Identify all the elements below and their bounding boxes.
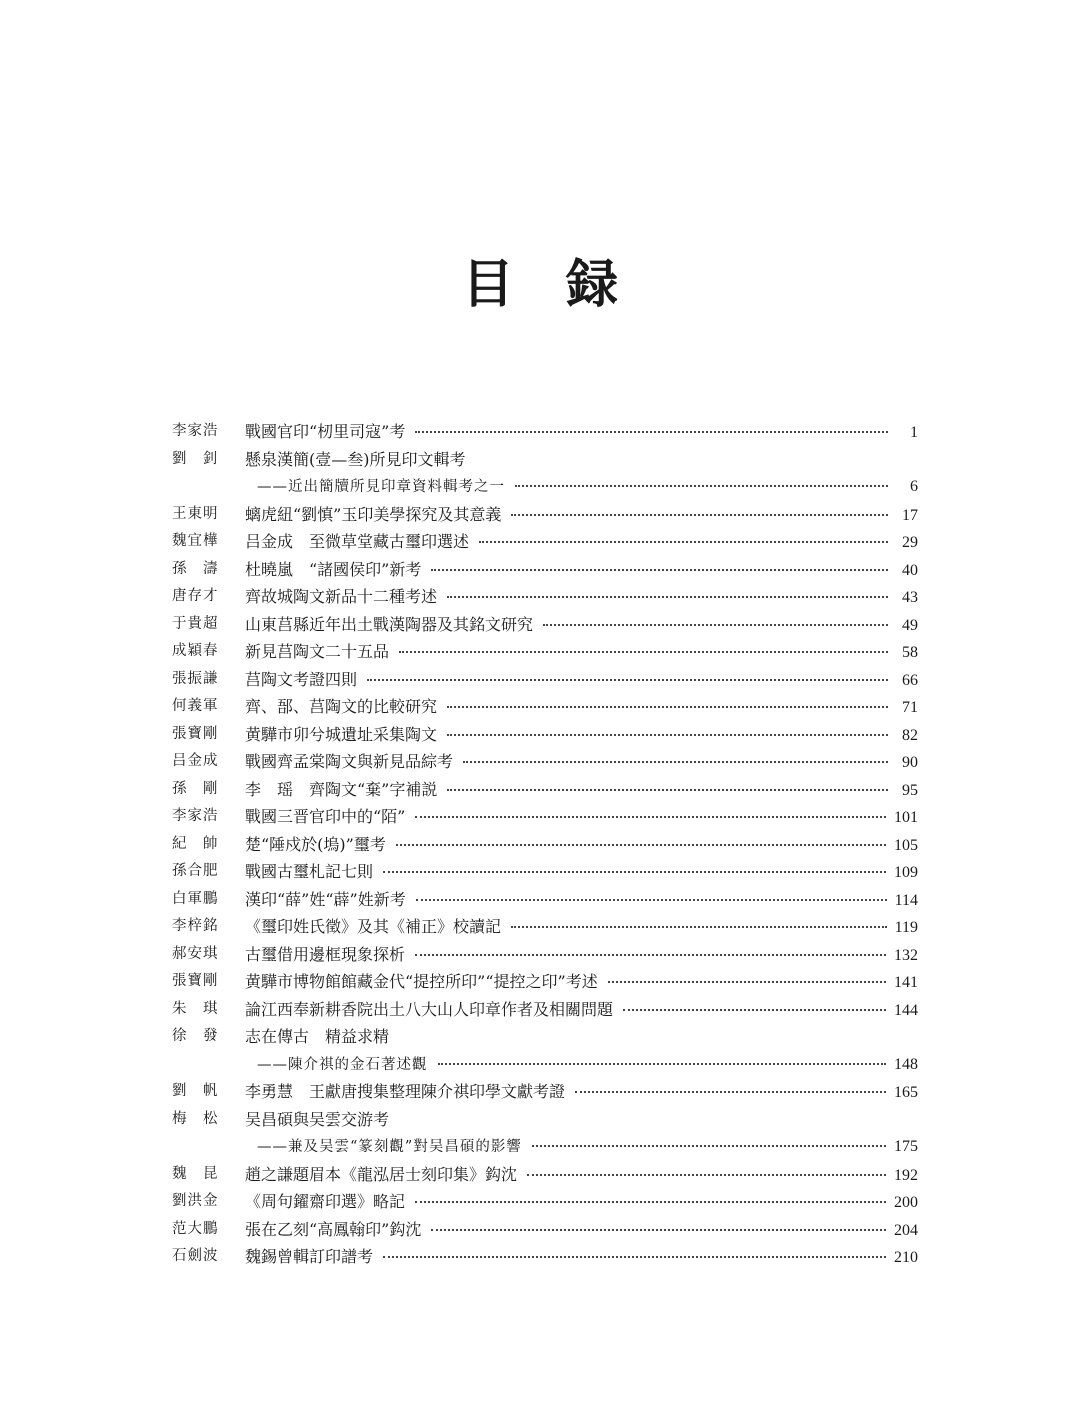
- toc-author: 石劍波: [172, 1248, 219, 1264]
- toc-entry: [245, 1023, 918, 1051]
- toc-entry: [257, 1133, 918, 1162]
- toc-page-number: 175: [894, 1138, 918, 1155]
- toc-row[interactable]: [172, 831, 918, 859]
- toc-row[interactable]: [172, 446, 918, 474]
- toc-page-number: 114: [894, 891, 918, 909]
- toc-entry: [245, 693, 918, 722]
- toc-author: 何義軍: [172, 698, 219, 714]
- toc-author: 張寶剛: [172, 725, 219, 742]
- dot-leader: [396, 844, 886, 846]
- dot-leader: [515, 485, 888, 487]
- toc-entry: [245, 446, 918, 474]
- toc-title: 楚“陲戍於(塢)”璽考: [245, 834, 386, 854]
- toc-row[interactable]: [172, 666, 918, 694]
- toc-author: 紀 帥: [172, 835, 219, 852]
- toc-author: 張寶剛: [172, 973, 219, 989]
- toc-page-number: 17: [902, 506, 918, 524]
- dot-leader: [447, 789, 888, 791]
- toc-entry: [245, 528, 918, 557]
- toc-author: 于貴超: [172, 615, 219, 632]
- toc-author: 白軍鵬: [172, 890, 219, 907]
- toc-author: 孫 剛: [172, 780, 219, 797]
- toc-row[interactable]: [172, 1078, 918, 1106]
- toc-title: 吴昌碩與吴雲交游考: [245, 1109, 390, 1129]
- toc-title: ——陳介祺的金石著述觀: [257, 1056, 428, 1073]
- toc-title: 趙之謙題眉本《龍泓居士刻印集》鈎沈: [245, 1164, 518, 1184]
- toc-title: 吕金成 至微草堂藏古璽印選述: [245, 532, 470, 551]
- toc-entry: [245, 968, 918, 997]
- toc-title: 張在乙刻“高鳳翰印”鈎沈: [245, 1219, 422, 1239]
- toc-row[interactable]: [172, 748, 918, 776]
- toc-row[interactable]: [172, 1243, 918, 1271]
- toc-row[interactable]: [172, 1188, 918, 1216]
- toc-page-number: 82: [902, 726, 918, 744]
- toc-title: 杜曉嵐 “諸國侯印”新考: [245, 559, 422, 579]
- toc-page-number: 49: [902, 616, 918, 634]
- toc-entry: [245, 1188, 918, 1217]
- toc-author: 吕金成: [172, 753, 219, 769]
- dot-leader: [463, 761, 888, 763]
- toc-entry: [245, 1161, 918, 1190]
- toc-author: 朱 琪: [172, 1000, 219, 1017]
- toc-entry: [245, 638, 918, 667]
- toc-subtitle-row[interactable]: [172, 1133, 918, 1161]
- dot-leader: [367, 679, 888, 681]
- toc-title: 戰國古璽札記七則: [245, 862, 374, 881]
- toc-page-number: 105: [894, 836, 918, 854]
- toc-entry: [245, 941, 918, 970]
- toc-row[interactable]: [172, 941, 918, 969]
- toc-title: 志在傳古 精益求精: [245, 1027, 390, 1046]
- toc-page-number: 144: [894, 1001, 918, 1019]
- toc-row[interactable]: [172, 1106, 918, 1134]
- toc-page-number: 132: [894, 946, 918, 964]
- toc-row[interactable]: [172, 721, 918, 749]
- toc-page-number: 210: [894, 1249, 918, 1266]
- toc-entry: [245, 803, 918, 832]
- toc-page-number: 95: [902, 781, 918, 799]
- toc-subtitle-row[interactable]: [172, 473, 918, 501]
- toc-title: 戰國官印“杒里司寇”考: [245, 422, 406, 441]
- toc-page-number: 109: [894, 864, 918, 881]
- toc-entry: [245, 1078, 918, 1107]
- toc-entry: [257, 473, 918, 502]
- toc-row[interactable]: [172, 1023, 918, 1051]
- dot-leader: [447, 596, 888, 598]
- toc-page-number: 58: [902, 644, 918, 661]
- toc-page-number: 119: [894, 919, 918, 936]
- toc-title: 《璽印姓氏徵》及其《補正》校讀記: [245, 917, 502, 936]
- toc-page-number: 192: [894, 1166, 918, 1184]
- toc-page-number: 165: [894, 1084, 918, 1101]
- toc-page-number: 66: [902, 671, 918, 689]
- toc-entry: [245, 611, 918, 640]
- toc-entry: [245, 1216, 918, 1245]
- dot-leader: [511, 514, 888, 516]
- toc-entry: [245, 583, 918, 612]
- toc-title: 螭虎紐“劉慎”玉印美學探究及其意義: [245, 504, 502, 524]
- toc-entry: [245, 858, 918, 887]
- toc-title: 山東莒縣近年出土戰漢陶器及其銘文研究: [245, 614, 534, 634]
- toc-row[interactable]: [172, 638, 918, 666]
- toc-title: 李 瑶 齊陶文“棄”字補説: [245, 779, 438, 799]
- dot-leader: [608, 981, 886, 983]
- dot-leader: [415, 431, 888, 433]
- dot-leader: [479, 541, 888, 543]
- toc-row[interactable]: [172, 418, 918, 446]
- dot-leader: [438, 1063, 887, 1065]
- toc-page-number: 141: [894, 974, 918, 991]
- toc-page-number: 71: [902, 699, 918, 716]
- toc-row[interactable]: [172, 501, 918, 529]
- toc-author: 王東明: [172, 505, 219, 522]
- toc-title: 黄驊市博物館館藏金代“提控所印”“提控之印”考述: [245, 972, 598, 991]
- toc-row[interactable]: [172, 968, 918, 996]
- toc-author: 徐 發: [172, 1028, 219, 1044]
- dot-leader: [527, 1174, 886, 1176]
- toc-row[interactable]: [172, 858, 918, 886]
- toc-page-number: 90: [902, 754, 918, 771]
- toc-entry: [245, 913, 918, 942]
- toc-title: 懸泉漢簡(壹—叁)所見印文輯考: [245, 449, 466, 469]
- toc-author: 孫 濤: [172, 560, 219, 577]
- toc-row[interactable]: [172, 583, 918, 611]
- dot-leader: [415, 816, 886, 818]
- dot-leader: [383, 871, 886, 873]
- toc-title: 齊故城陶文新品十二種考述: [245, 587, 438, 606]
- toc-title: 戰國齊孟棠陶文與新見品綜考: [245, 752, 454, 771]
- dot-leader: [415, 954, 886, 956]
- toc-entry: [245, 831, 918, 860]
- toc-page-number: 29: [902, 534, 918, 551]
- toc-page-number: 1: [910, 424, 918, 441]
- toc-title: 新見莒陶文二十五品: [245, 642, 390, 661]
- toc-row[interactable]: [172, 1161, 918, 1189]
- toc-page-number: 6: [910, 478, 918, 495]
- toc-entry: [245, 418, 918, 447]
- toc-page-number: 43: [902, 589, 918, 606]
- toc-row[interactable]: [172, 996, 918, 1024]
- toc-title: ——兼及吴雲“篆刻觀”對吴昌碩的影響: [257, 1139, 522, 1155]
- toc-entry: [245, 1106, 918, 1134]
- toc-page-number: 148: [894, 1055, 918, 1073]
- toc-title: 莒陶文考證四則: [245, 669, 358, 689]
- dot-leader: [383, 1256, 886, 1258]
- toc-author: 李梓銘: [172, 918, 219, 934]
- toc-author: 郝安琪: [172, 945, 219, 962]
- toc-author: 范大鵬: [172, 1220, 219, 1237]
- toc-author: 劉 帆: [172, 1083, 219, 1099]
- toc-author: 魏宜樺: [172, 533, 219, 549]
- toc-entry: [245, 1243, 918, 1272]
- dot-leader: [431, 569, 888, 571]
- toc-title: 古璽借用邊框現象探析: [245, 944, 406, 964]
- toc-author: 孫合肥: [172, 863, 219, 879]
- toc-entry: [257, 1051, 918, 1080]
- toc-page-number: 40: [902, 561, 918, 579]
- toc-title: 論江西奉新耕香院出土八大山人印章作者及相關問題: [245, 999, 614, 1019]
- dot-leader: [431, 1229, 886, 1231]
- dot-leader: [415, 1201, 886, 1203]
- toc-title: 魏錫曾輯訂印譜考: [245, 1247, 374, 1266]
- toc-author: 劉洪金: [172, 1193, 219, 1209]
- toc-row[interactable]: [172, 611, 918, 639]
- toc-entry: [245, 501, 918, 530]
- toc-page-number: 101: [894, 809, 918, 826]
- toc-author: 張振謙: [172, 670, 219, 687]
- dot-leader: [543, 624, 888, 626]
- toc-row[interactable]: [172, 1216, 918, 1244]
- toc-row[interactable]: [172, 556, 918, 584]
- dot-leader: [623, 1009, 886, 1011]
- toc-title: 《周句鑃齋印選》略記: [245, 1192, 406, 1211]
- table-of-contents: [172, 418, 918, 1271]
- dot-leader: [399, 651, 888, 653]
- toc-title: ——近出簡牘所見印章資料輯考之一: [257, 479, 505, 495]
- dot-leader: [511, 926, 887, 928]
- toc-author: 魏 昆: [172, 1165, 219, 1182]
- toc-author: 劉 釗: [172, 450, 219, 467]
- toc-title: 黄驊市卯兮城遺址采集陶文: [245, 724, 438, 744]
- dot-leader: [575, 1091, 886, 1093]
- toc-entry: [245, 721, 918, 750]
- dot-leader: [416, 899, 887, 901]
- toc-subtitle-row[interactable]: [172, 1051, 918, 1079]
- toc-row[interactable]: [172, 913, 918, 941]
- toc-entry: [245, 556, 918, 585]
- toc-author: 成穎春: [172, 643, 219, 659]
- toc-row[interactable]: [172, 803, 918, 831]
- toc-entry: [245, 748, 918, 777]
- toc-entry: [245, 886, 918, 915]
- dot-leader: [447, 706, 888, 708]
- page-title: 目 録: [461, 254, 618, 315]
- toc-author: 唐存才: [172, 588, 219, 604]
- toc-title: 漢印“薛”姓“薜”姓新考: [245, 889, 406, 909]
- toc-page-number: 204: [894, 1221, 918, 1239]
- dot-leader: [447, 734, 888, 736]
- toc-row[interactable]: [172, 776, 918, 804]
- toc-entry: [245, 666, 918, 695]
- toc-row[interactable]: [172, 528, 918, 556]
- toc-title: 齊、郚、莒陶文的比較研究: [245, 697, 438, 716]
- toc-author: 李家浩: [172, 808, 219, 824]
- toc-entry: [245, 996, 918, 1025]
- toc-author: 李家浩: [172, 423, 219, 439]
- toc-entry: [245, 776, 918, 805]
- toc-title: 戰國三晋官印中的“陌”: [245, 807, 406, 826]
- toc-row[interactable]: [172, 693, 918, 721]
- toc-row[interactable]: [172, 886, 918, 914]
- toc-title: 李勇慧 王獻唐搜集整理陳介祺印學文獻考證: [245, 1082, 566, 1101]
- toc-page-number: 200: [894, 1194, 918, 1211]
- toc-author: 梅 松: [172, 1110, 219, 1127]
- dot-leader: [532, 1145, 886, 1147]
